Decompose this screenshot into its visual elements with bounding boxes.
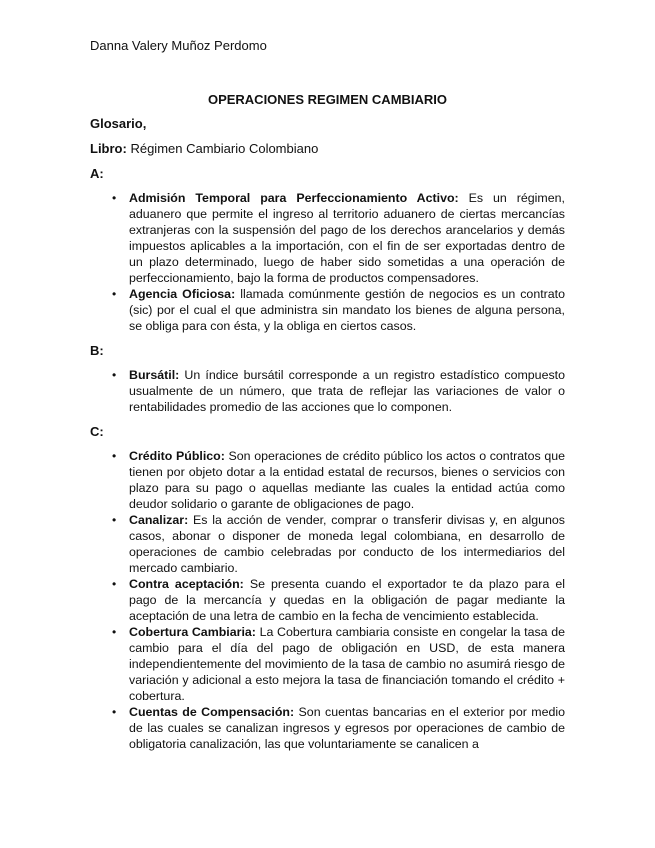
bullet-icon: • [112, 191, 117, 205]
bullet-icon: • [112, 577, 117, 591]
entry-definition: Son cuentas bancarias en el exterior por medio de las cuales se canalizan ingresos y egresos por operaciones de cambio de obligatoria canalización, las que voluntariamente se canalicen a [129, 705, 566, 751]
book-value: Régimen Cambiario Colombiano [130, 141, 319, 156]
entry-definition: llamada comúnmente gestión de negocios es un contrato (sic) por el cual el que administra sin mandato los bienes de alguna persona, se obliga para con ésta, y la obliga en ciertos casos. [129, 287, 565, 333]
document-title: OPERACIONES REGIMEN CAMBIARIO [207, 92, 448, 107]
entry-definition: Un índice bursátil corresponde a un registro estadístico compuesto usualmente de un número, que trata de reflejar las variaciones de valor o rentabilidades promedio de las acciones que lo componen. [129, 368, 565, 414]
entry-term: Crédito Público: [129, 449, 225, 463]
entry-definition: Se presenta cuando el exportador te da plazo para el pago de la mercancía y quedas en la obligación de pagar mediante la aceptación de una letra de cambio en la fecha de vencimiento establecida. [129, 577, 565, 623]
section-c-list [90, 448, 565, 752]
entry-definition: Es la acción de vender, comprar o transferir divisas y, en algunos casos, abonar o disponer de moneda legal colombiana, en desarrollo de operaciones de cambio celebradas por conducto de los intermediarios del mercado cambiario. [129, 513, 565, 575]
entry-definition: Son operaciones de crédito público los actos o contratos que tienen por objeto dotar a la entidad estatal de recursos, bienes o servicios con plazo para su pago o aquellas mediante las cuales la entidad actúa como deudor solidario o garante de obligaciones de pago. [129, 449, 565, 511]
section-letter-a: A: [90, 166, 104, 181]
glossary-entry [90, 704, 565, 752]
section-a-list [90, 190, 565, 334]
bullet-icon: • [112, 368, 117, 382]
entry-term: Contra aceptación: [129, 577, 244, 591]
glossary-entry [90, 624, 565, 704]
glossary-entry [90, 576, 565, 624]
glossary-entry [90, 286, 565, 334]
glossary-entry [90, 367, 565, 415]
entry-term: Admisión Temporal para Perfeccionamiento Activo: [129, 191, 459, 205]
section-letter-b: B: [90, 343, 104, 358]
bullet-icon: • [112, 287, 117, 301]
glossary-entry [90, 512, 565, 576]
section-b-list [90, 367, 565, 415]
entry-term: Canalizar: [129, 513, 189, 527]
entry-definition: La Cobertura cambiaria consiste en congelar la tasa de cambio para el día del pago de obligación en USD, de esta manera independientemente del movimiento de la tasa de cambio no asumirá riesgo de variación y adicional a esto mejora la tasa de financiación tomando el crédito + cobertura. [129, 625, 566, 703]
section-letter-c: C: [90, 424, 104, 439]
bullet-icon: • [112, 625, 117, 639]
book-line [90, 141, 565, 157]
entry-term: Cobertura Cambiaria: [129, 625, 256, 639]
author-name: Danna Valery Muñoz Perdomo [90, 38, 267, 53]
bullet-icon: • [112, 449, 117, 463]
bullet-icon: • [112, 705, 117, 719]
glossary-heading: Glosario, [90, 116, 147, 131]
bullet-icon: • [112, 513, 117, 527]
document-body [90, 116, 565, 752]
entry-term: Bursátil: [129, 368, 180, 382]
glossary-entry [90, 190, 565, 286]
entry-term: Cuentas de Compensación: [129, 705, 295, 719]
glossary-entry [90, 448, 565, 512]
entry-term: Agencia Oficiosa: [129, 287, 236, 301]
book-label: Libro: [90, 141, 127, 156]
entry-definition: Es un régimen, aduanero que permite el ingreso al territorio aduanero de ciertas mercancías extranjeras con la suspensión del pago de los derechos arancelarios y demás impuestos aplicables a la importación, con el fin de ser exportadas dentro de un plazo determinado, luego de haber sido sometidas a una operación de perfeccionamiento, bajo la forma de productos compensadores. [129, 191, 565, 285]
